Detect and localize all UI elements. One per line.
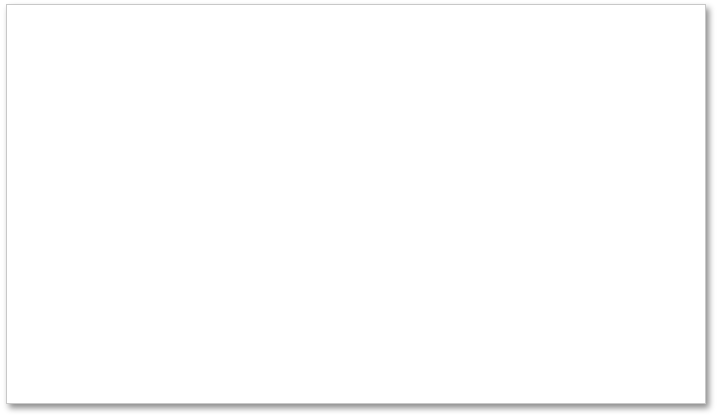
pedigree-chart <box>6 4 706 404</box>
